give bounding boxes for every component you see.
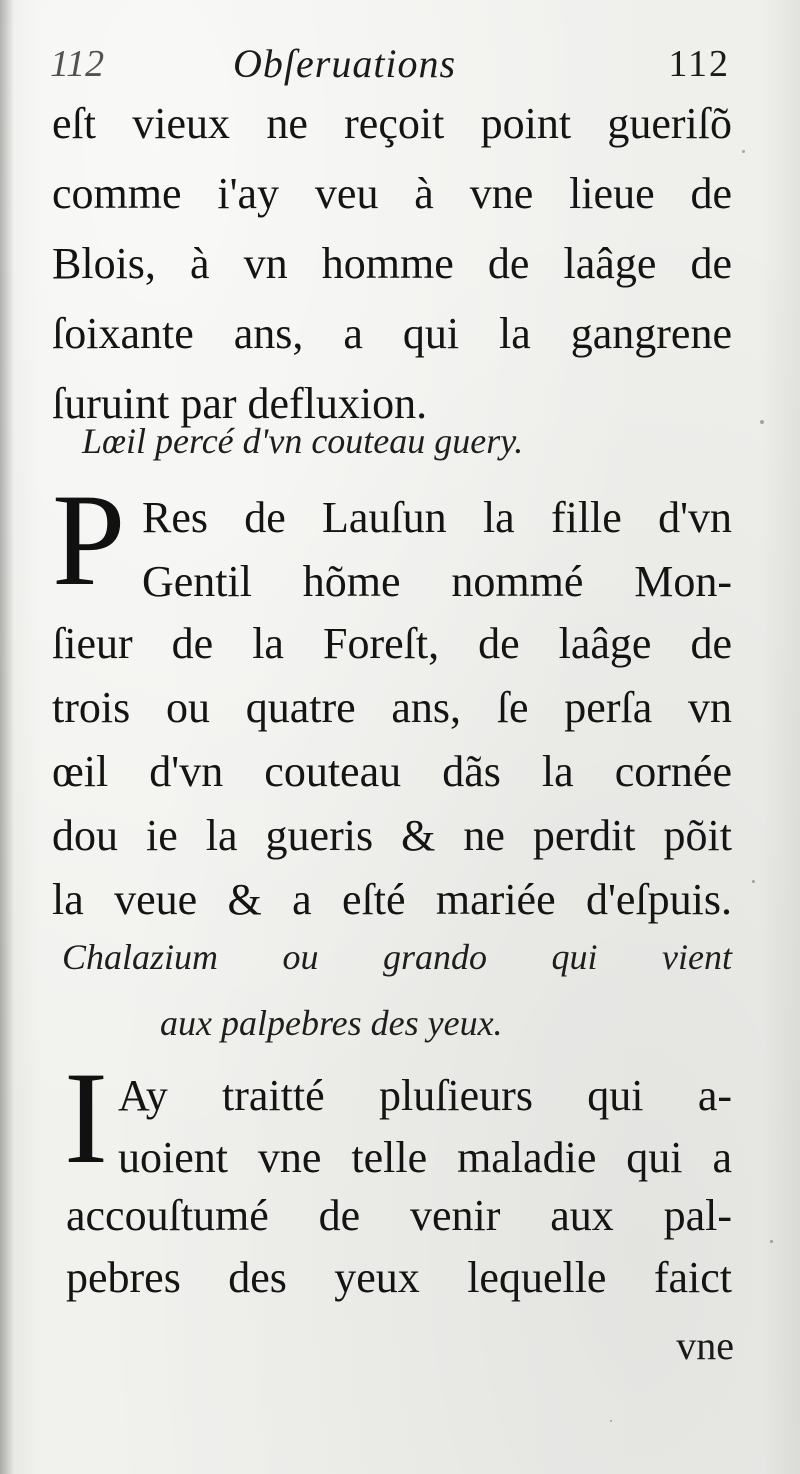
catchword: vne xyxy=(676,1323,734,1368)
text-line: Ay traitté pluſieurs qui a- xyxy=(118,1071,732,1120)
text-line: pebres des yeux lequelle faict xyxy=(66,1253,732,1302)
text-line: ſieur de la Foreſt, de laâge de xyxy=(52,619,732,668)
text-line: ſuruint par defluxion. xyxy=(52,379,428,428)
folio-right: 112 xyxy=(668,43,730,85)
text-line: uoient vne telle maladie qui a xyxy=(118,1133,732,1182)
text-line: la veue & a eſté mariée d'eſpuis. xyxy=(52,875,732,924)
page-gutter-shadow xyxy=(0,0,14,1474)
folio-left: 112 xyxy=(50,43,105,85)
text-line: trois ou quatre ans, ſe perſa vn xyxy=(52,683,732,732)
text-line: ſoixante ans, a qui la gangrene xyxy=(52,309,732,358)
text-line: eſt vieux ne reçoit point gueriſõ xyxy=(52,99,732,148)
drop-capital: P xyxy=(52,466,126,613)
text-line: dou ie la gueris & ne perdit põit xyxy=(52,811,732,860)
text-line: accouſtumé de venir aux pal- xyxy=(66,1191,732,1240)
paper-speck xyxy=(760,420,764,424)
running-header xyxy=(28,34,738,94)
drop-capital: I xyxy=(64,1044,108,1191)
paper-speck xyxy=(770,1240,773,1243)
section-heading: Lœil percé d'vn couteau guery. xyxy=(82,421,524,461)
text-line: Gentil hõme nommé Mon- xyxy=(142,557,732,606)
text-line: œil d'vn couteau dãs la cornée xyxy=(52,747,732,796)
paper-speck xyxy=(752,880,755,883)
section-heading-continued: aux palpebres des yeux. xyxy=(160,1003,503,1043)
text-line: Res de Lauſun la fille d'vn xyxy=(142,493,732,542)
section-heading: Chalazium ou grando qui vient xyxy=(62,937,732,977)
text-line: comme i'ay veu à vne lieue de xyxy=(52,169,732,218)
paper-speck xyxy=(610,1420,612,1422)
text-line: Blois, à vn homme de laâge de xyxy=(52,239,732,288)
running-title: Obſeruations xyxy=(233,41,457,86)
paper-speck xyxy=(742,150,745,153)
